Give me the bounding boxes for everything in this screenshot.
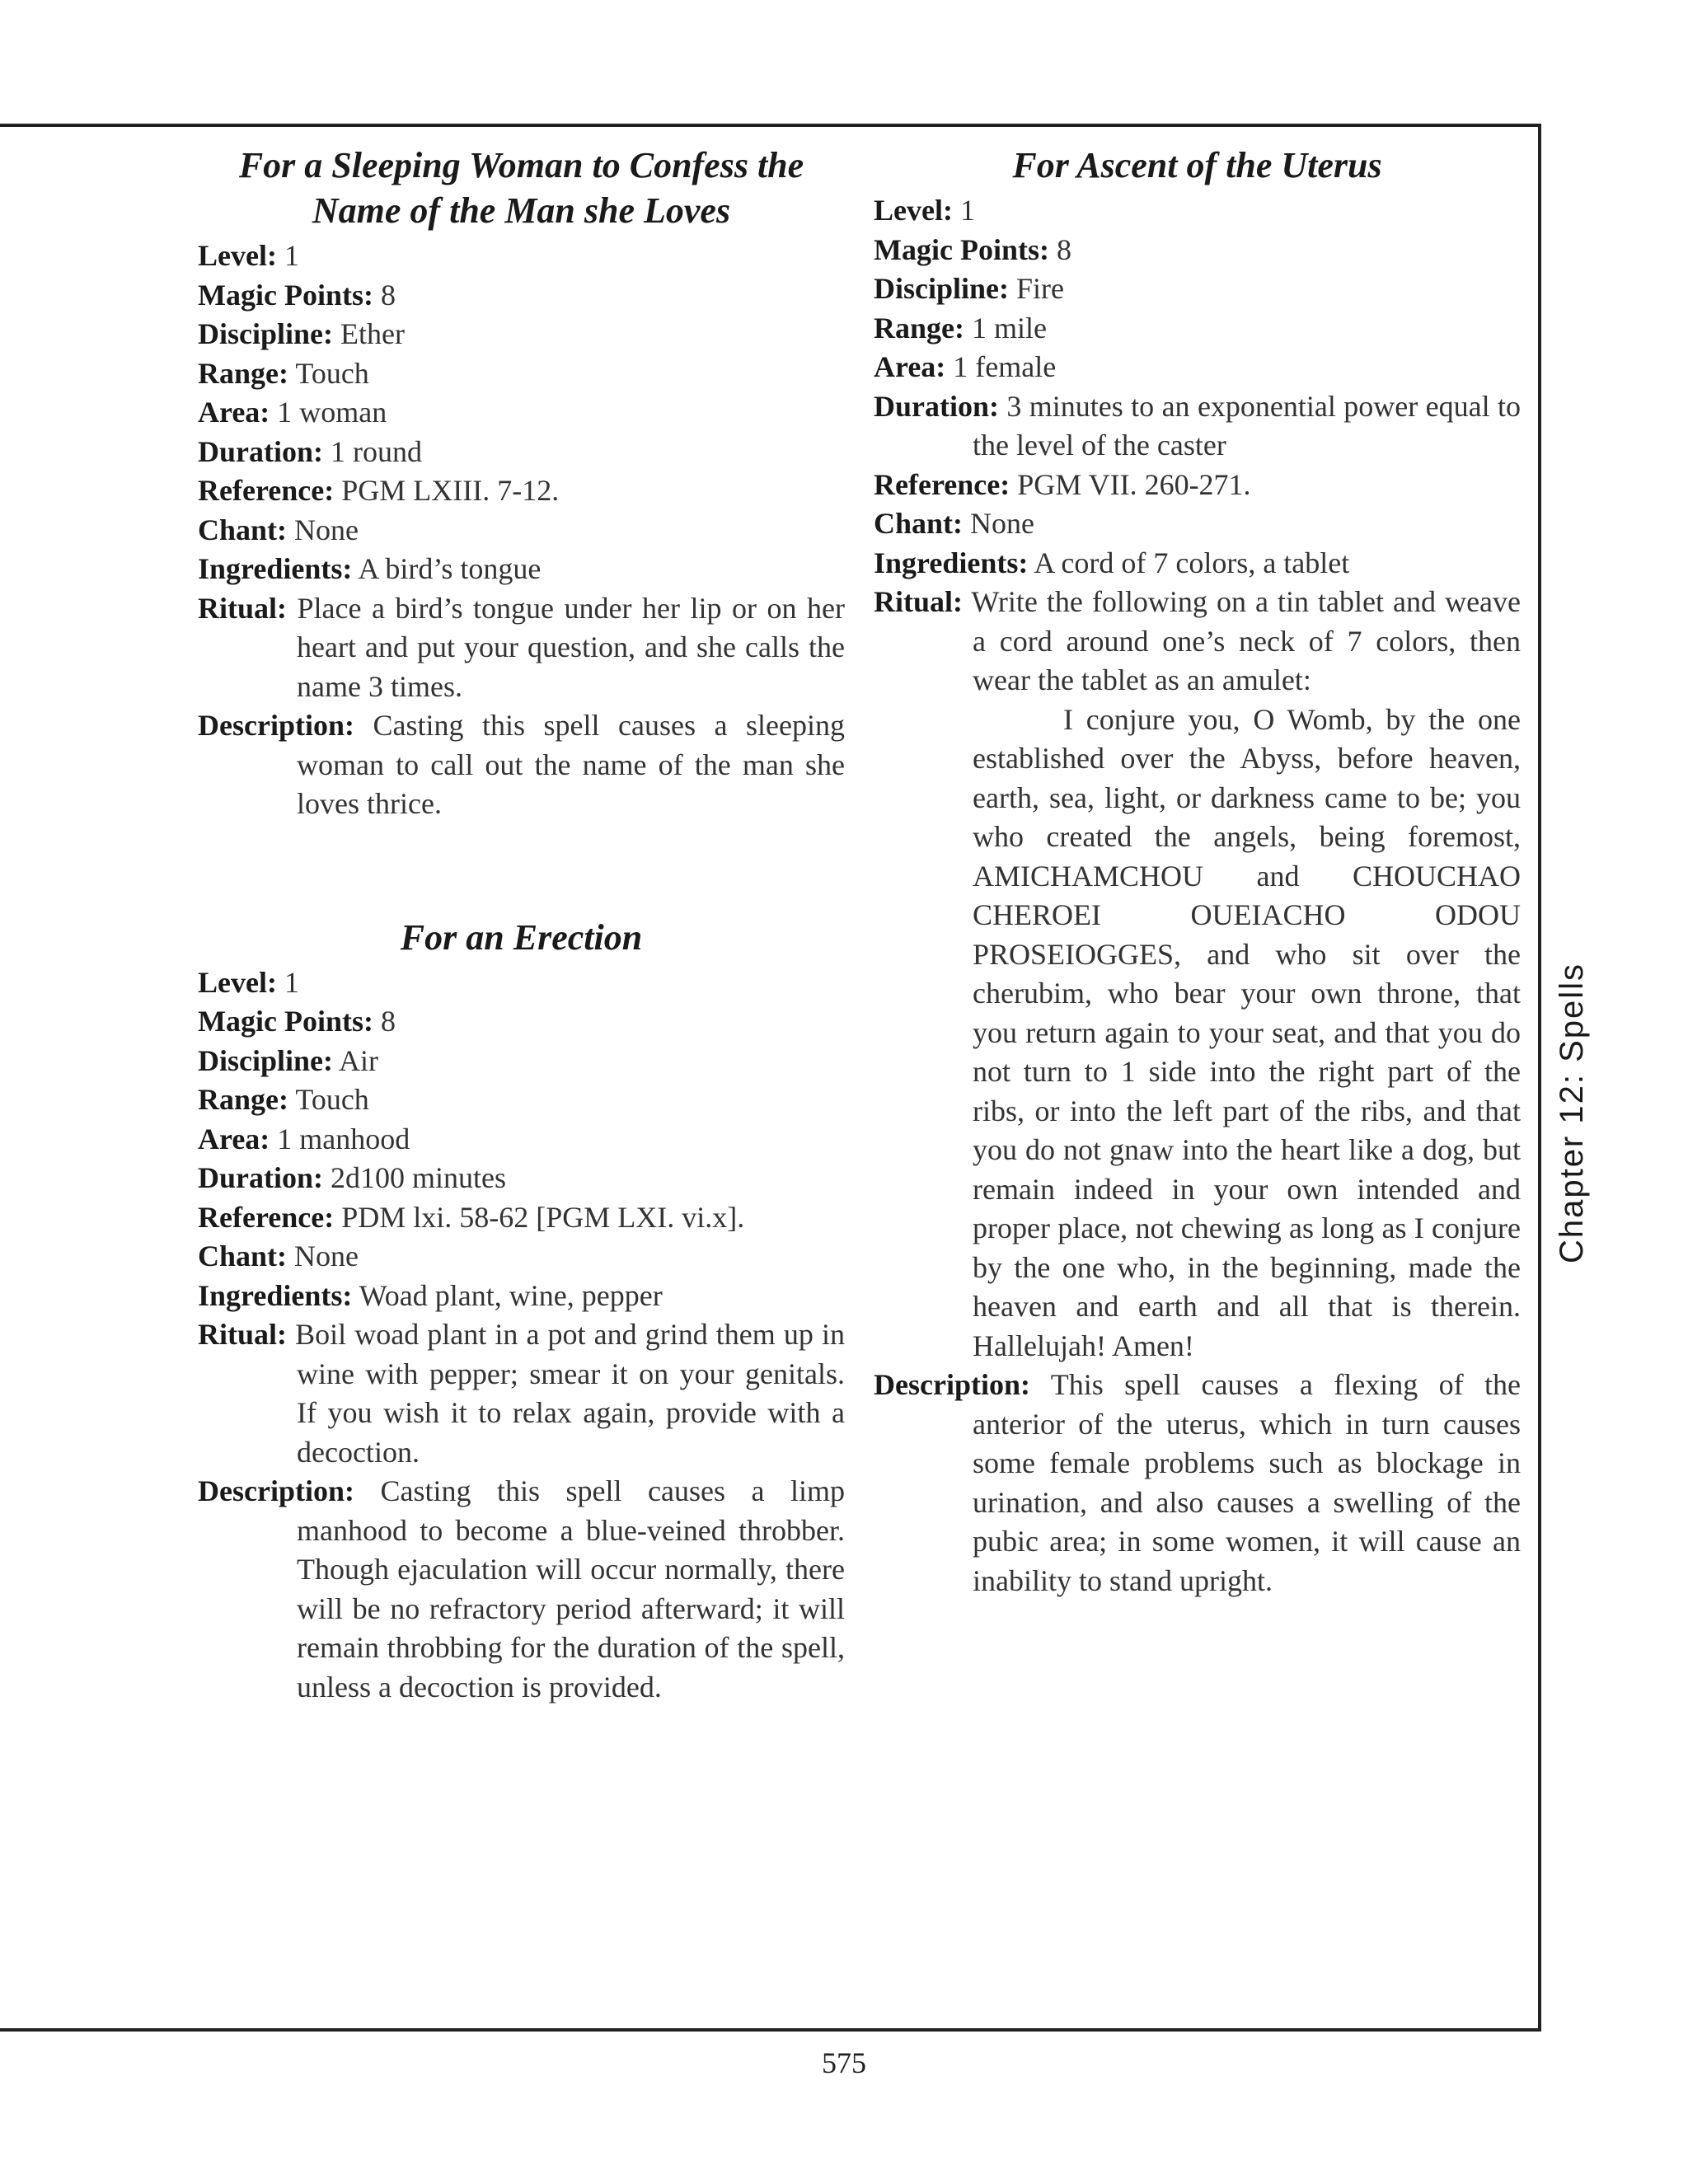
field-ingredients: Ingredients: Woad plant, wine, pepper: [198, 1278, 663, 1312]
field-chant: Chant: None: [198, 1240, 359, 1272]
field-ritual: Ritual: Boil woad plant in a pot and grind them up in wine with pepper; smear it on your genitals. If you wish it to relax again, provide with a decoction.: [198, 1318, 845, 1469]
ritual-incantation: [874, 701, 1521, 1366]
field-duration: Duration: 3 minutes to an exponential power equal to the level of the caster: [874, 389, 1521, 462]
spell-title-ascent-uterus: For Ascent of the Uterus: [1012, 145, 1382, 185]
field-range: Range: Touch: [198, 1083, 369, 1116]
page-number: 575: [822, 2046, 866, 2079]
field-discipline: Discipline: Ether: [198, 317, 405, 350]
spell-fields-ascent-uterus: [874, 191, 1521, 1601]
field-discipline: Discipline: Fire: [874, 272, 1065, 305]
field-ritual: Ritual: Write the following on a tin tablet and weave a cord around one’s neck of 7 colors, then wear the tablet as an amulet:: [874, 585, 1521, 696]
field-magic-points: Magic Points: 8: [874, 232, 1071, 266]
field-level: Level: 1: [198, 965, 299, 999]
spell-title-sleeping-woman: For a Sleeping Woman to Confess the Name of the Man she Loves: [238, 145, 804, 231]
field-duration: Duration: 2d100 minutes: [198, 1161, 506, 1194]
field-area: Area: 1 woman: [198, 396, 387, 429]
field-description: Description: Casting this spell causes a limp manhood to become a blue-veined throbber. Though ejaculation will occur normally, there will be no refractory period afterward; it will remain throbbing for the duration of the spell, unless a decoction is provided.: [198, 1474, 845, 1704]
field-range: Range: 1 mile: [874, 311, 1047, 344]
field-description: Description: This spell causes a flexing of the anterior of the uterus, which in turn causes some female problems such as blockage in urination, and also causes a swelling of the pubic area; in some women, it will cause an inability to stand upright.: [874, 1368, 1521, 1597]
field-description: Description: Casting this spell causes a sleeping woman to call out the name of the man she loves thrice.: [198, 709, 845, 820]
field-reference: Reference: PDM lxi. 58-62 [PGM LXI. vi.x].: [198, 1200, 745, 1234]
chapter-side-tab: [1548, 948, 1597, 1277]
spell-title-erection: For an Erection: [400, 916, 643, 958]
section-spacer: [198, 824, 845, 915]
spell-fields-erection: [198, 963, 845, 1708]
field-ingredients: Ingredients: A cord of 7 colors, a tablet: [874, 546, 1350, 579]
incantation-text: I conjure you, O Womb, by the one established over the Abyss, before heaven, earth, sea, light, or darkness came to be; you who created the angels, being foremost, AMICHAMCHOU and CHOUCHAO CHEROEI OUEIACHO ODOU PROSEIOGGES, and who sit over the cherubim, who bear your own throne, that you return again to your seat, and that you do not turn to 1 side into the right part of the ribs, or into the left part of the ribs, and that you do not gnaw into the heart like a dog, but remain indeed in your own intended and proper place, not chewing as long as I conjure by the one who, in the beginning, made the heaven and earth and all that is therein. Hallelujah! Amen!: [973, 702, 1521, 1362]
field-magic-points: Magic Points: 8: [198, 1005, 396, 1038]
field-ingredients: Ingredients: A bird’s tongue: [198, 552, 542, 585]
right-column: [874, 143, 1521, 1601]
field-ritual: Ritual: Place a bird’s tongue under her lip or on her heart and put your question, and she calls the name 3 times.: [198, 591, 845, 703]
field-magic-points: Magic Points: 8: [198, 278, 396, 312]
field-reference: Reference: PGM LXIII. 7-12.: [198, 474, 560, 507]
field-range: Range: Touch: [198, 356, 369, 390]
field-area: Area: 1 female: [874, 350, 1057, 383]
field-discipline: Discipline: Air: [198, 1043, 379, 1077]
field-chant: Chant: None: [874, 507, 1035, 540]
field-area: Area: 1 manhood: [198, 1122, 410, 1155]
spell-fields-sleeping-woman: [198, 237, 845, 824]
field-level: Level: 1: [874, 194, 975, 227]
left-column: [198, 143, 845, 1707]
field-duration: Duration: 1 round: [198, 434, 422, 468]
field-chant: Chant: None: [198, 513, 359, 546]
chapter-side-label: Chapter 12: Spells: [1554, 962, 1591, 1263]
field-reference: Reference: PGM VII. 260-271.: [874, 467, 1251, 501]
field-level: Level: 1: [198, 239, 299, 272]
